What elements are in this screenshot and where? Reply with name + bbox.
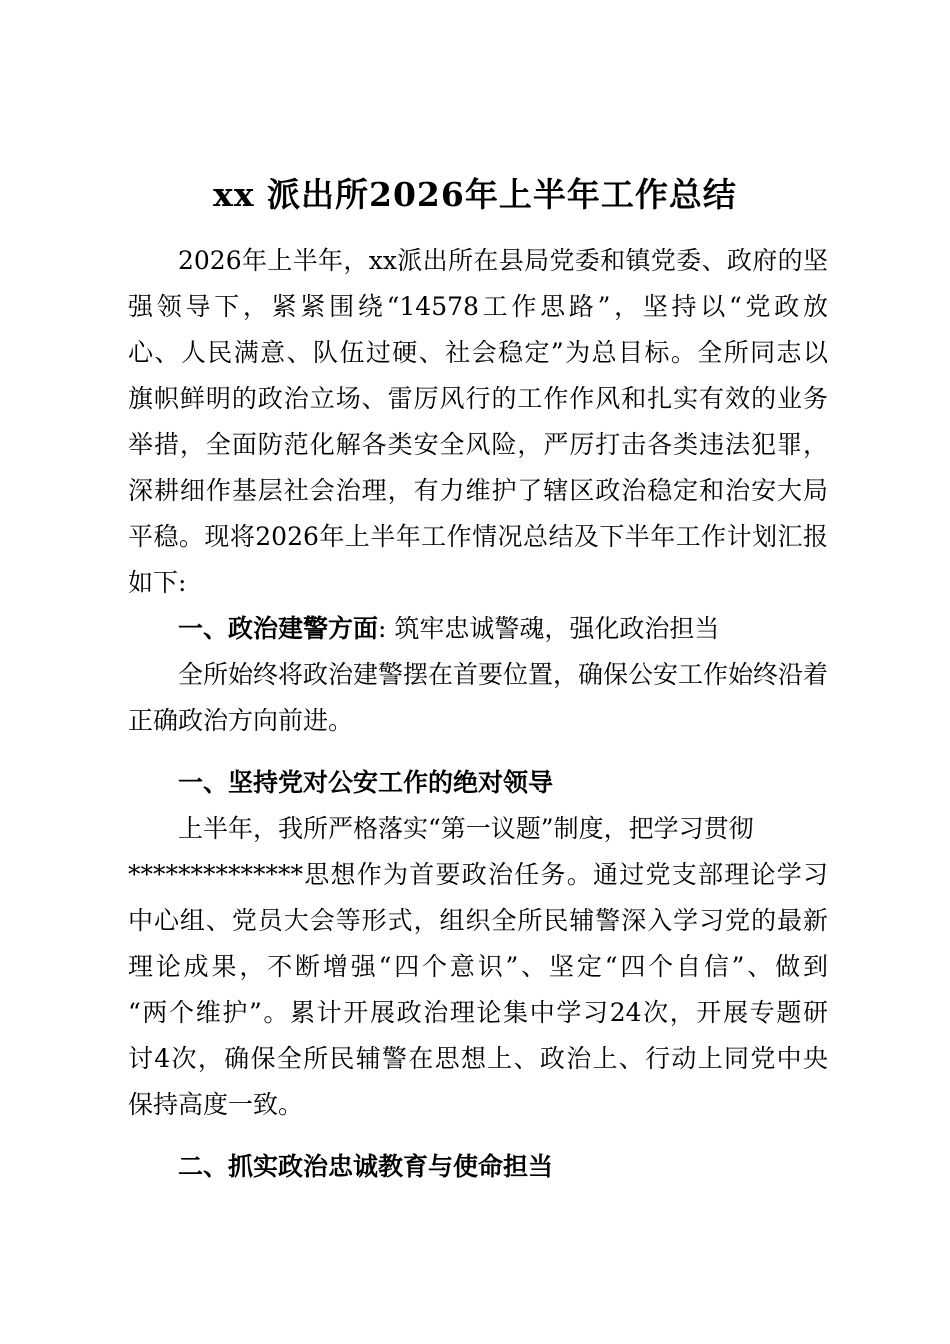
text-line: 中心组、党员大会等形式，组织全所民辅警深入学习党的最新	[128, 906, 828, 935]
subsection-heading-1: 一、坚持党对公安工作的绝对领导	[178, 768, 554, 797]
text-line: 心、人民满意、队伍过硬、社会稳定”为总目标。全所同志以	[128, 338, 828, 367]
text-line: 正确政治方向前进。	[128, 706, 354, 735]
document-body	[128, 238, 828, 1190]
text-line: 如下:	[128, 568, 187, 597]
text-line: 深耕细作基层社会治理，有力维护了辖区政治稳定和治安大局	[128, 476, 828, 505]
text-line: 理论成果，不断增强“四个意识”、坚定“四个自信”、做到	[128, 952, 828, 981]
spacer	[128, 744, 828, 760]
text-line: 平稳。现将2026年上半年工作情况总结及下半年工作计划汇报	[128, 522, 828, 551]
text-line: 举措，全面防范化解各类安全风险，严厉打击各类违法犯罪，	[128, 430, 828, 459]
document-title: xx 派出所2026年上半年工作总结	[213, 175, 737, 214]
text-line: **************思想作为首要政治任务。通过党支部理论学习	[128, 860, 828, 889]
text-line: 上半年，我所严格落实“第一议题”制度，把学习贯彻	[178, 814, 754, 843]
text-line: 讨4次，确保全所民辅警在思想上、政治上、行动上同党中央	[128, 1044, 828, 1073]
text-line: 保持高度一致。	[128, 1090, 304, 1119]
spacer	[128, 1128, 828, 1144]
section-heading-bold: 一、政治建警方面	[178, 614, 379, 643]
text-line: 2026年上半年，xx派出所在县局党委和镇党委、政府的坚	[178, 246, 828, 275]
text-line: 强领导下，紧紧围绕“14578工作思路”，坚持以“党政放	[128, 292, 828, 321]
text-line: 旗帜鲜明的政治立场、雷厉风行的工作作风和扎实有效的业务	[128, 384, 828, 413]
text-line: 全所始终将政治建警摆在首要位置，确保公安工作始终沿着	[178, 660, 828, 689]
intro-paragraph	[128, 238, 828, 606]
subsection1-paragraph	[128, 806, 828, 1128]
section-heading-political	[128, 606, 828, 652]
section-heading-rest: : 筑牢忠诚警魂，强化政治担当	[378, 614, 720, 643]
section1-paragraph	[128, 652, 828, 744]
subsection-heading-2: 二、抓实政治忠诚教育与使命担当	[178, 1152, 554, 1181]
text-line: “两个维护”。累计开展政治理论集中学习24次，开展专题研	[128, 998, 828, 1027]
